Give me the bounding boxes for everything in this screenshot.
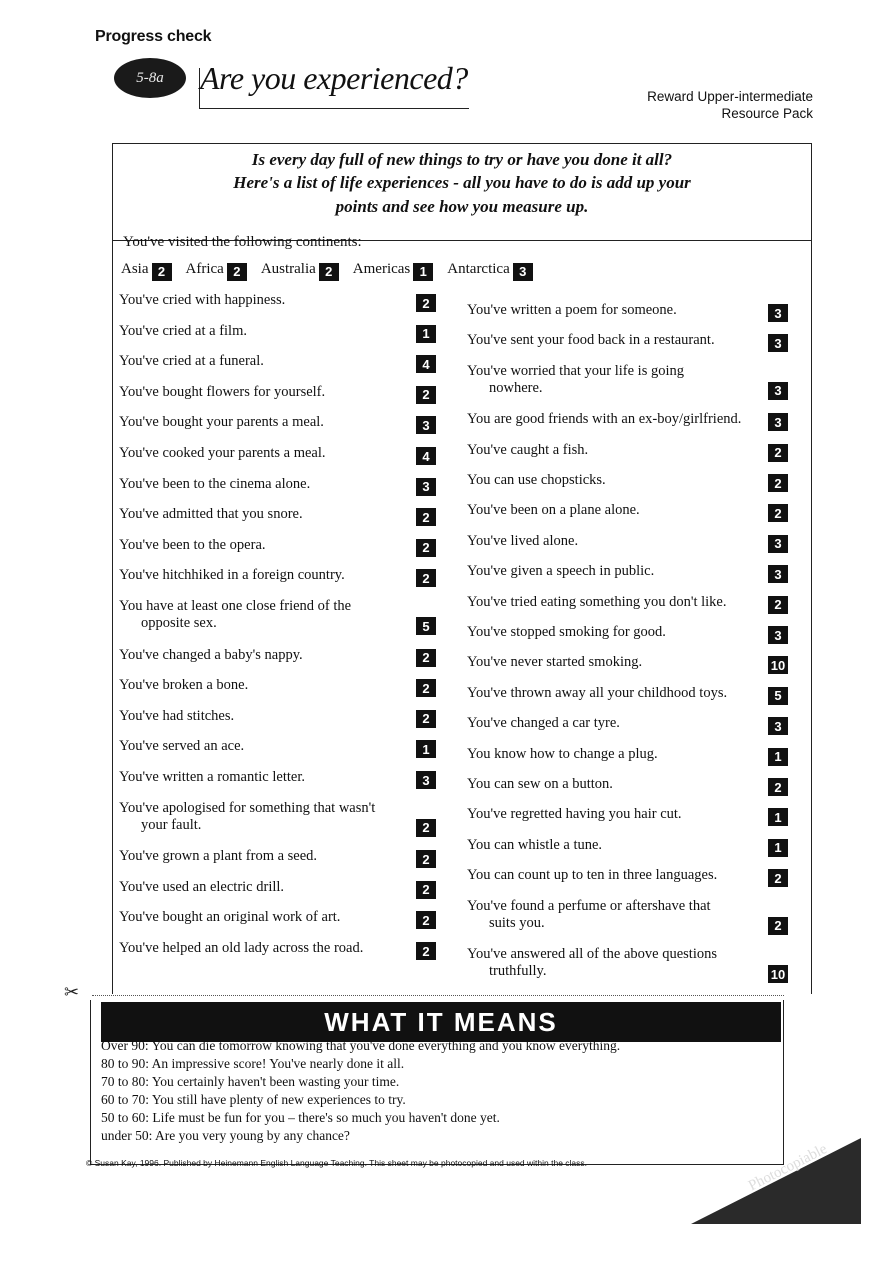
quiz-item [467, 946, 717, 980]
quiz-item-text: You've apologised for something that wasn't [119, 799, 376, 816]
progress-check-label: Progress check [95, 28, 212, 45]
quiz-item [467, 411, 741, 428]
quiz-item-text: You've written a poem for someone. [467, 302, 677, 318]
quiz-item-text: You've thrown away all your childhood toys. [467, 684, 728, 701]
quiz-item [119, 708, 234, 725]
points-badge: 1 [416, 740, 436, 758]
points-badge: 10 [768, 965, 788, 983]
quiz-item-text: You've served an ace. [119, 738, 245, 755]
intro-line-3: points and see how you measure up. [335, 197, 589, 216]
quiz-item-text-continued: truthfully. [489, 963, 547, 979]
points-badge: 3 [513, 263, 533, 281]
quiz-item-text: You've cried at a funeral. [119, 353, 264, 370]
page-title: Are you experienced? [200, 60, 468, 96]
what-it-means-box [90, 1000, 784, 1165]
quiz-item-text: You've regretted having you hair cut. [467, 806, 682, 823]
what-it-means-title: WHAT IT MEANS [324, 1006, 558, 1037]
points-badge: 2 [768, 869, 788, 887]
quiz-item-text: You've cooked your parents a meal. [119, 445, 326, 461]
quiz-item [467, 685, 727, 702]
points-badge: 1 [413, 263, 433, 281]
scissors-icon: ✂ [64, 982, 80, 1002]
points-badge: 2 [416, 539, 436, 557]
quiz-item [119, 879, 284, 896]
quiz-item [119, 598, 351, 632]
quiz-item [119, 738, 244, 755]
means-line: 50 to 60: Life must be fun for you – there's so much you haven't done yet. [101, 1110, 500, 1125]
means-line: under 50: Are you very young by any chance? [101, 1128, 350, 1143]
quiz-item-text: You've found a perfume or aftershave that [467, 897, 711, 914]
quiz-item-text: You've admitted that you snore. [119, 506, 303, 523]
points-badge: 2 [416, 508, 436, 526]
quiz-item [119, 506, 303, 523]
what-it-means-banner [101, 1002, 781, 1042]
continent-name: Australia [260, 261, 316, 277]
points-badge: 2 [768, 778, 788, 796]
points-badge: 2 [416, 911, 436, 929]
quiz-item-text: You've written a romantic letter. [119, 769, 305, 785]
points-badge: 2 [768, 474, 788, 492]
quiz-item [119, 940, 363, 957]
means-line: 80 to 90: An impressive score! You've nearly done it all. [101, 1056, 405, 1071]
points-badge: 5 [416, 617, 436, 635]
quiz-item-text: You've used an electric drill. [119, 878, 285, 895]
points-badge: 3 [768, 382, 788, 400]
points-badge: 2 [416, 850, 436, 868]
points-badge: 2 [768, 596, 788, 614]
quiz-item-text: You've sent your food back in a restaurant. [467, 332, 715, 349]
points-badge: 2 [768, 504, 788, 522]
quiz-item [467, 332, 715, 349]
points-badge: 2 [319, 263, 339, 281]
quiz-item-text: You've cried at a film. [119, 322, 247, 339]
copyright-notice: © Susan Kay, 1996. Published by Heinemann English Language Teaching. This sheet may be photocopied and used within the class. [86, 1158, 588, 1168]
quiz-item-text: You've helped an old lady across the road. [119, 940, 364, 956]
points-badge: 2 [416, 881, 436, 899]
quiz-item [119, 537, 266, 554]
quiz-item [119, 909, 340, 926]
quiz-item-text: You've bought your parents a meal. [119, 414, 324, 431]
quiz-item-text: You've lived alone. [467, 532, 579, 549]
quiz-item [467, 746, 658, 763]
quiz-item-text: You've been on a plane alone. [467, 502, 640, 519]
intro-line-2: Here's a list of life experiences - all you have to do is add up your [233, 173, 691, 192]
quiz-item [119, 445, 326, 462]
quiz-item [119, 677, 248, 694]
continent-name: Africa [185, 261, 224, 277]
quiz-item-text: You've been to the opera. [119, 536, 266, 553]
quiz-item [467, 533, 578, 550]
unit-badge: 5-8a [114, 58, 186, 98]
quiz-item [467, 624, 666, 641]
points-badge: 3 [768, 565, 788, 583]
quiz-item-text: You've grown a plant from a seed. [119, 848, 318, 865]
points-badge: 2 [768, 444, 788, 462]
quiz-item [467, 715, 620, 732]
quiz-item [467, 654, 642, 671]
publisher-info [647, 88, 813, 122]
quiz-item-text: You've been to the cinema alone. [119, 475, 311, 492]
cut-line [92, 995, 784, 996]
quiz-item [119, 476, 310, 493]
quiz-item-text: You've changed a baby's nappy. [119, 646, 303, 663]
points-badge: 3 [768, 334, 788, 352]
quiz-item-text: You've had stitches. [119, 707, 235, 724]
quiz-item-text: You are good friends with an ex-boy/girlfriend. [467, 411, 742, 428]
continents-label: You've visited the following continents: [123, 234, 362, 250]
points-badge: 5 [768, 687, 788, 705]
quiz-item-text: You've cried with happiness. [119, 292, 286, 308]
quiz-item-text: You've never started smoking. [467, 654, 643, 671]
quiz-item [119, 769, 305, 786]
quiz-item-text: You've tried eating something you don't like. [467, 593, 727, 610]
continents-row [121, 261, 547, 281]
continent-item [447, 261, 532, 277]
points-badge: 2 [768, 917, 788, 935]
continent-name: Americas [352, 261, 411, 277]
quiz-item-text: You can use chopsticks. [467, 472, 606, 488]
quiz-box [112, 143, 812, 994]
points-badge: 2 [416, 649, 436, 667]
continent-name: Asia [121, 261, 149, 277]
quiz-item [467, 442, 588, 459]
quiz-item-text: You've changed a car tyre. [467, 715, 620, 732]
points-badge: 2 [416, 710, 436, 728]
quiz-item [467, 302, 677, 319]
quiz-item [119, 414, 324, 431]
quiz-item-text-continued: nowhere. [489, 379, 543, 396]
quiz-item [119, 567, 345, 584]
quiz-item-text: You've worried that your life is going [467, 362, 685, 379]
points-badge: 2 [416, 819, 436, 837]
quiz-item [119, 323, 247, 340]
quiz-item [119, 384, 325, 401]
quiz-item [119, 292, 285, 309]
quiz-item [119, 800, 375, 834]
points-badge: 3 [768, 717, 788, 735]
points-badge: 2 [152, 263, 172, 281]
quiz-item [467, 776, 613, 793]
points-badge: 1 [768, 839, 788, 857]
points-badge: 1 [416, 325, 436, 343]
quiz-item-text: You can whistle a tune. [467, 836, 603, 853]
continent-name: Antarctica [447, 261, 510, 277]
quiz-item [467, 594, 727, 611]
continent-item [186, 261, 247, 277]
points-badge: 2 [416, 386, 436, 404]
points-badge: 3 [768, 413, 788, 431]
points-badge: 3 [416, 416, 436, 434]
quiz-item-text: You've stopped smoking for good. [467, 624, 666, 640]
points-badge: 10 [768, 656, 788, 674]
publisher-line-2: Resource Pack [721, 106, 813, 121]
quiz-item [467, 867, 717, 884]
title-underline [199, 108, 469, 109]
continent-item [261, 261, 339, 277]
points-badge: 2 [227, 263, 247, 281]
quiz-item-text: You've answered all of the above questions [467, 946, 718, 962]
points-badge: 3 [768, 304, 788, 322]
continent-item [121, 261, 172, 277]
points-badge: 4 [416, 447, 436, 465]
points-badge: 3 [416, 771, 436, 789]
quiz-item-text-continued: your fault. [141, 816, 202, 833]
points-badge: 2 [416, 569, 436, 587]
points-badge: 1 [768, 748, 788, 766]
quiz-item-text: You've bought flowers for yourself. [119, 383, 326, 400]
quiz-item-text: You know how to change a plug. [467, 745, 658, 762]
intro-line-1: Is every day full of new things to try or have you done it all? [251, 150, 673, 169]
quiz-item-text: You've caught a fish. [467, 441, 589, 458]
quiz-item-text-continued: opposite sex. [141, 615, 217, 631]
quiz-item [467, 898, 711, 932]
quiz-item [119, 647, 303, 664]
means-line: Over 90: You can die tomorrow knowing that you've done everything and you know everything. [101, 1038, 621, 1053]
points-badge: 2 [416, 294, 436, 312]
intro-panel [113, 144, 811, 241]
quiz-item-text: You've broken a bone. [119, 677, 249, 694]
quiz-item [119, 848, 317, 865]
means-line: 70 to 80: You certainly haven't been wasting your time. [101, 1074, 400, 1089]
quiz-item-text: You can sew on a button. [467, 776, 613, 792]
continent-item [353, 261, 433, 277]
quiz-item [467, 806, 682, 823]
quiz-item-text: You've bought an original work of art. [119, 909, 341, 926]
points-badge: 1 [768, 808, 788, 826]
quiz-item [467, 563, 654, 580]
quiz-item-text: You've given a speech in public. [467, 563, 655, 580]
quiz-item-text: You can count up to ten in three languages. [467, 867, 718, 884]
quiz-item [119, 353, 264, 370]
quiz-item [467, 472, 606, 489]
quiz-item-text: You've hitchhiked in a foreign country. [119, 567, 345, 584]
points-badge: 2 [416, 679, 436, 697]
photocopiable-label: Photocopiable [746, 1141, 830, 1195]
points-badge: 3 [768, 626, 788, 644]
points-badge: 2 [416, 942, 436, 960]
points-badge: 3 [768, 535, 788, 553]
means-line: 60 to 70: You still have plenty of new experiences to try. [101, 1092, 406, 1107]
quiz-item [467, 502, 640, 519]
quiz-item-text-continued: suits you. [489, 914, 545, 931]
points-badge: 4 [416, 355, 436, 373]
points-badge: 3 [416, 478, 436, 496]
publisher-line-1: Reward Upper-intermediate [647, 89, 813, 104]
quiz-item [467, 363, 684, 397]
quiz-item [467, 837, 602, 854]
quiz-item-text: You have at least one close friend of the [119, 598, 352, 614]
